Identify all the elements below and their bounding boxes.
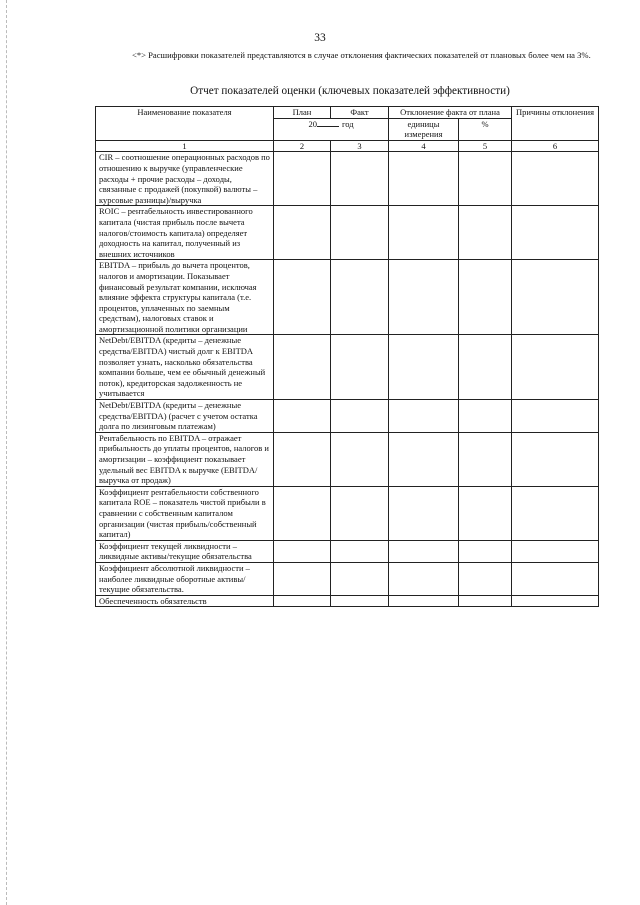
table-row: [96, 260, 599, 335]
plan-cell[interactable]: [274, 562, 331, 595]
indicator-name: Коэффициент абсолютной ликвидности – наиболее ликвидные оборотные активы/текущие обязательства.: [96, 562, 274, 595]
indicator-name: NetDebt/EBITDA (кредиты – денежные средства/EBITDA) (расчет с учетом остатка долга по лизинговым платежам): [96, 400, 274, 433]
reasons-cell[interactable]: [512, 562, 599, 595]
header-fact: Факт: [331, 107, 389, 119]
column-number: 2: [274, 140, 331, 152]
deviation-percent-cell[interactable]: [459, 562, 512, 595]
deviation-units-cell[interactable]: [389, 400, 459, 433]
plan-cell[interactable]: [274, 400, 331, 433]
header-percent: %: [459, 118, 512, 140]
fact-cell[interactable]: [331, 540, 389, 562]
header-plan: План: [274, 107, 331, 119]
deviation-percent-cell[interactable]: [459, 260, 512, 335]
deviation-units-cell[interactable]: [389, 335, 459, 400]
deviation-percent-cell[interactable]: [459, 400, 512, 433]
indicator-name: EBITDA – прибыль до вычета процентов, налогов и амортизации. Показывает финансовый результат компании, исключая влияние эффекта структуры капитала (т.е. процентов, уплаченных по заемным средствам), налоговых ставок и амортизационной политики организации: [96, 260, 274, 335]
fact-cell[interactable]: [331, 400, 389, 433]
column-number: 3: [331, 140, 389, 152]
table-row: [96, 562, 599, 595]
plan-cell[interactable]: [274, 152, 331, 206]
fact-cell[interactable]: [331, 486, 389, 540]
deviation-units-cell[interactable]: [389, 486, 459, 540]
header-units: единицы измерения: [389, 118, 459, 140]
fact-cell[interactable]: [331, 562, 389, 595]
left-margin-line: [6, 0, 7, 905]
deviation-units-cell[interactable]: [389, 432, 459, 486]
deviation-percent-cell[interactable]: [459, 335, 512, 400]
indicator-name: Коэффициент рентабельности собственного капитала ROE – показатель чистой прибыли в сравнении с собственным капиталом организации (чистая прибыль/собственный капитал): [96, 486, 274, 540]
fact-cell[interactable]: [331, 335, 389, 400]
page-number: 33: [314, 32, 326, 44]
reasons-cell[interactable]: [512, 335, 599, 400]
plan-cell[interactable]: [274, 432, 331, 486]
footnote: [94, 50, 606, 61]
header-reasons: Причины отклонения: [512, 107, 599, 141]
deviation-percent-cell[interactable]: [459, 432, 512, 486]
footnote-text: <*> Расшифровки показателей представляются в случае отклонения фактических показателей от плановых более чем на 3%.: [132, 50, 591, 60]
table-row: [96, 486, 599, 540]
plan-cell[interactable]: [274, 260, 331, 335]
deviation-units-cell[interactable]: [389, 260, 459, 335]
deviation-units-cell[interactable]: [389, 562, 459, 595]
fact-cell[interactable]: [331, 152, 389, 206]
table-row: [96, 432, 599, 486]
reasons-cell[interactable]: [512, 540, 599, 562]
reasons-cell[interactable]: [512, 486, 599, 540]
deviation-percent-cell[interactable]: [459, 595, 512, 607]
header-row-1: [96, 107, 599, 119]
year-blank: [317, 126, 339, 127]
column-numbers-row: [96, 140, 599, 152]
year-prefix: 20: [308, 118, 317, 129]
fact-cell[interactable]: [331, 206, 389, 260]
deviation-units-cell[interactable]: [389, 152, 459, 206]
header-year: [274, 118, 389, 140]
reasons-cell[interactable]: [512, 152, 599, 206]
reasons-cell[interactable]: [512, 260, 599, 335]
reasons-cell[interactable]: [512, 206, 599, 260]
table-row: [96, 335, 599, 400]
table-row: [96, 400, 599, 433]
indicator-name: CIR – соотношение операционных расходов по отношению к выручке (управленческие расходы + прочие расходы – доходы, связанные с продажей (покупкой) валюты – курсовые разницы)/выручка: [96, 152, 274, 206]
plan-cell[interactable]: [274, 540, 331, 562]
table-row: [96, 206, 599, 260]
table-row: [96, 595, 599, 607]
deviation-percent-cell[interactable]: [459, 206, 512, 260]
column-number: 1: [96, 140, 274, 152]
indicator-name: NetDebt/EBITDA (кредиты – денежные средства/EBITDA) чистый долг к EBITDA позволяет узнать, насколько обязательства компании больше, чем ее обычный денежный поток), кредиторская задолженность не учитывается: [96, 335, 274, 400]
deviation-units-cell[interactable]: [389, 206, 459, 260]
column-number: 5: [459, 140, 512, 152]
reasons-cell[interactable]: [512, 400, 599, 433]
deviation-percent-cell[interactable]: [459, 152, 512, 206]
plan-cell[interactable]: [274, 335, 331, 400]
report-title: Отчет показателей оценки (ключевых показателей эффективности): [190, 85, 510, 97]
indicator-name: Коэффициент текущей ликвидности – ликвидные активы/текущие обязательства: [96, 540, 274, 562]
deviation-units-cell[interactable]: [389, 595, 459, 607]
indicator-name: Обеспеченность обязательств: [96, 595, 274, 607]
table-row: [96, 540, 599, 562]
fact-cell[interactable]: [331, 595, 389, 607]
deviation-percent-cell[interactable]: [459, 486, 512, 540]
header-name: Наименование показателя: [96, 107, 274, 141]
deviation-units-cell[interactable]: [389, 540, 459, 562]
deviation-percent-cell[interactable]: [459, 540, 512, 562]
plan-cell[interactable]: [274, 595, 331, 607]
plan-cell[interactable]: [274, 206, 331, 260]
fact-cell[interactable]: [331, 260, 389, 335]
fact-cell[interactable]: [331, 432, 389, 486]
table-row: [96, 152, 599, 206]
reasons-cell[interactable]: [512, 432, 599, 486]
indicator-name: ROIC – рентабельность инвестированного капитала (чистая прибыль после вычета налогов/стоимость капитала) определяет доходность на капитал, полученный из внешних источников: [96, 206, 274, 260]
plan-cell[interactable]: [274, 486, 331, 540]
indicator-name: Рентабельность по EBITDA – отражает прибыльность до уплаты процентов, налогов и амортизации – коэффициент показывает удельный вес EBITDA к выручке (EBITDA/выручка от продаж): [96, 432, 274, 486]
column-number: 4: [389, 140, 459, 152]
reasons-cell[interactable]: [512, 595, 599, 607]
column-number: 6: [512, 140, 599, 152]
kpi-table: [95, 106, 599, 607]
year-suffix: год: [341, 118, 354, 129]
header-deviation: Отклонение факта от плана: [389, 107, 512, 119]
